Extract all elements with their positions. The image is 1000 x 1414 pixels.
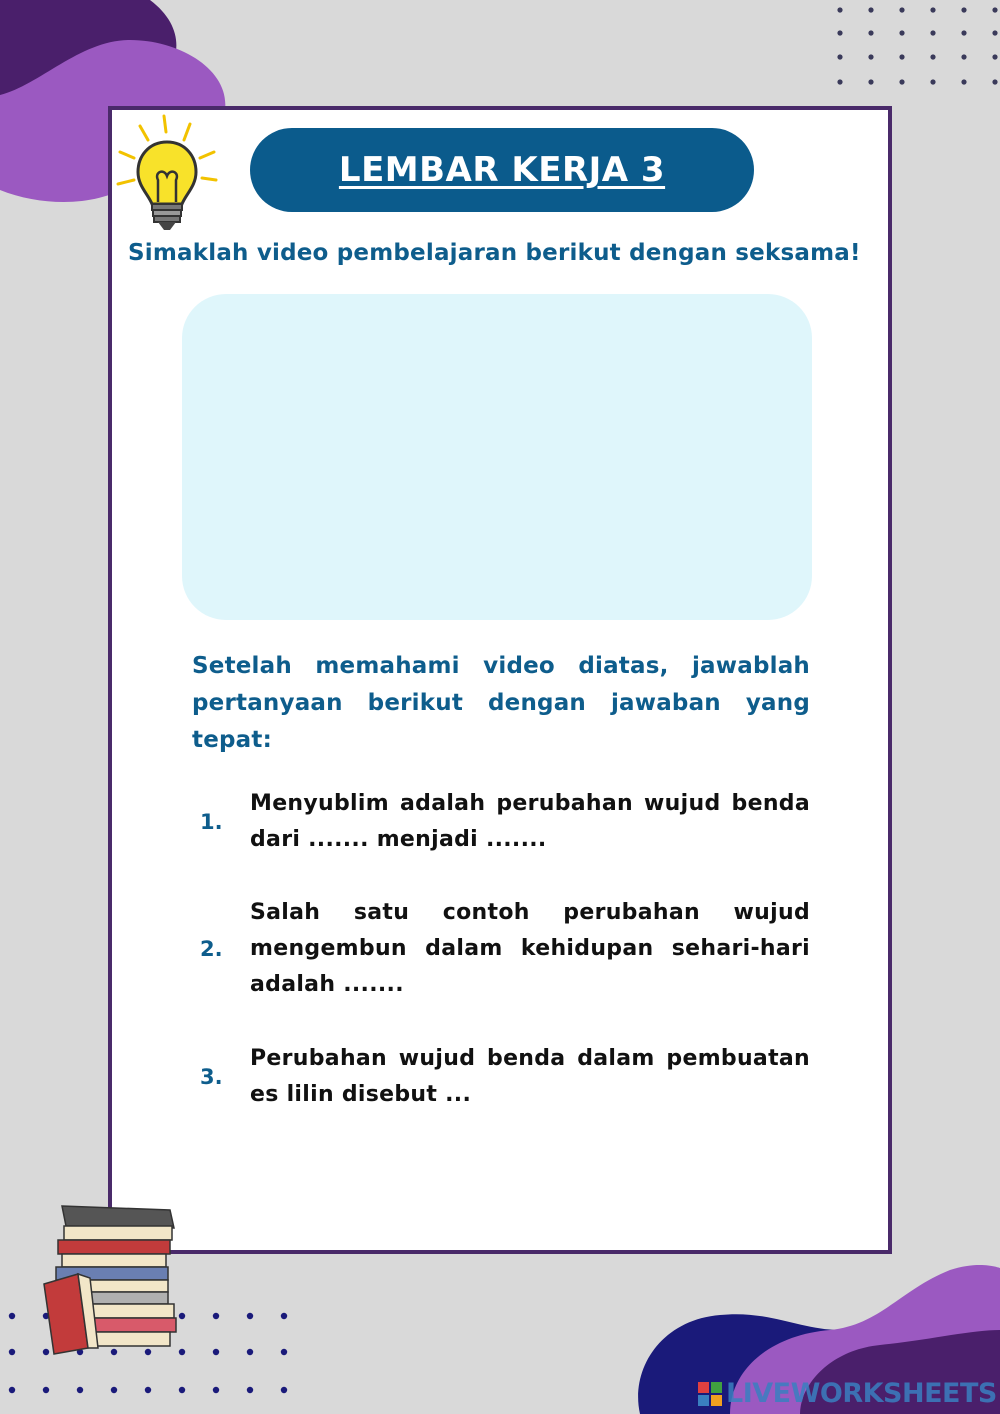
page-title: LEMBAR KERJA 3 bbox=[338, 150, 666, 190]
video-placeholder[interactable] bbox=[182, 294, 812, 620]
question-number: 2. bbox=[200, 937, 223, 961]
top-right-dot-grid bbox=[837, 7, 997, 84]
liveworksheets-text: LIVEWORKSHEETS bbox=[726, 1378, 997, 1409]
instruction-text: Simaklah video pembelajaran berikut dengan seksama! bbox=[128, 240, 861, 266]
question-item bbox=[200, 895, 812, 1003]
light-bulb-icon bbox=[112, 112, 228, 238]
question-number: 1. bbox=[200, 810, 223, 834]
question-text: Salah satu contoh perubahan wujud mengembun dalam kehidupan sehari-hari adalah ....... bbox=[250, 900, 810, 997]
question-text: Menyublim adalah perubahan wujud benda dari ....... menjadi ....... bbox=[250, 791, 810, 852]
question-text: Perubahan wujud benda dalam pembuatan es lilin disebut ... bbox=[250, 1046, 810, 1107]
question-number: 3. bbox=[200, 1065, 223, 1089]
book-stack-icon bbox=[32, 1198, 182, 1358]
question-item bbox=[200, 1041, 812, 1113]
liveworksheets-watermark bbox=[698, 1378, 997, 1409]
title-banner bbox=[250, 128, 754, 212]
question-item bbox=[200, 786, 812, 858]
question-prompt: Setelah memahami video diatas, jawablah pertanyaan berikut dengan jawaban yang tepat: bbox=[192, 653, 810, 753]
liveworksheets-logo-icon bbox=[698, 1382, 722, 1406]
